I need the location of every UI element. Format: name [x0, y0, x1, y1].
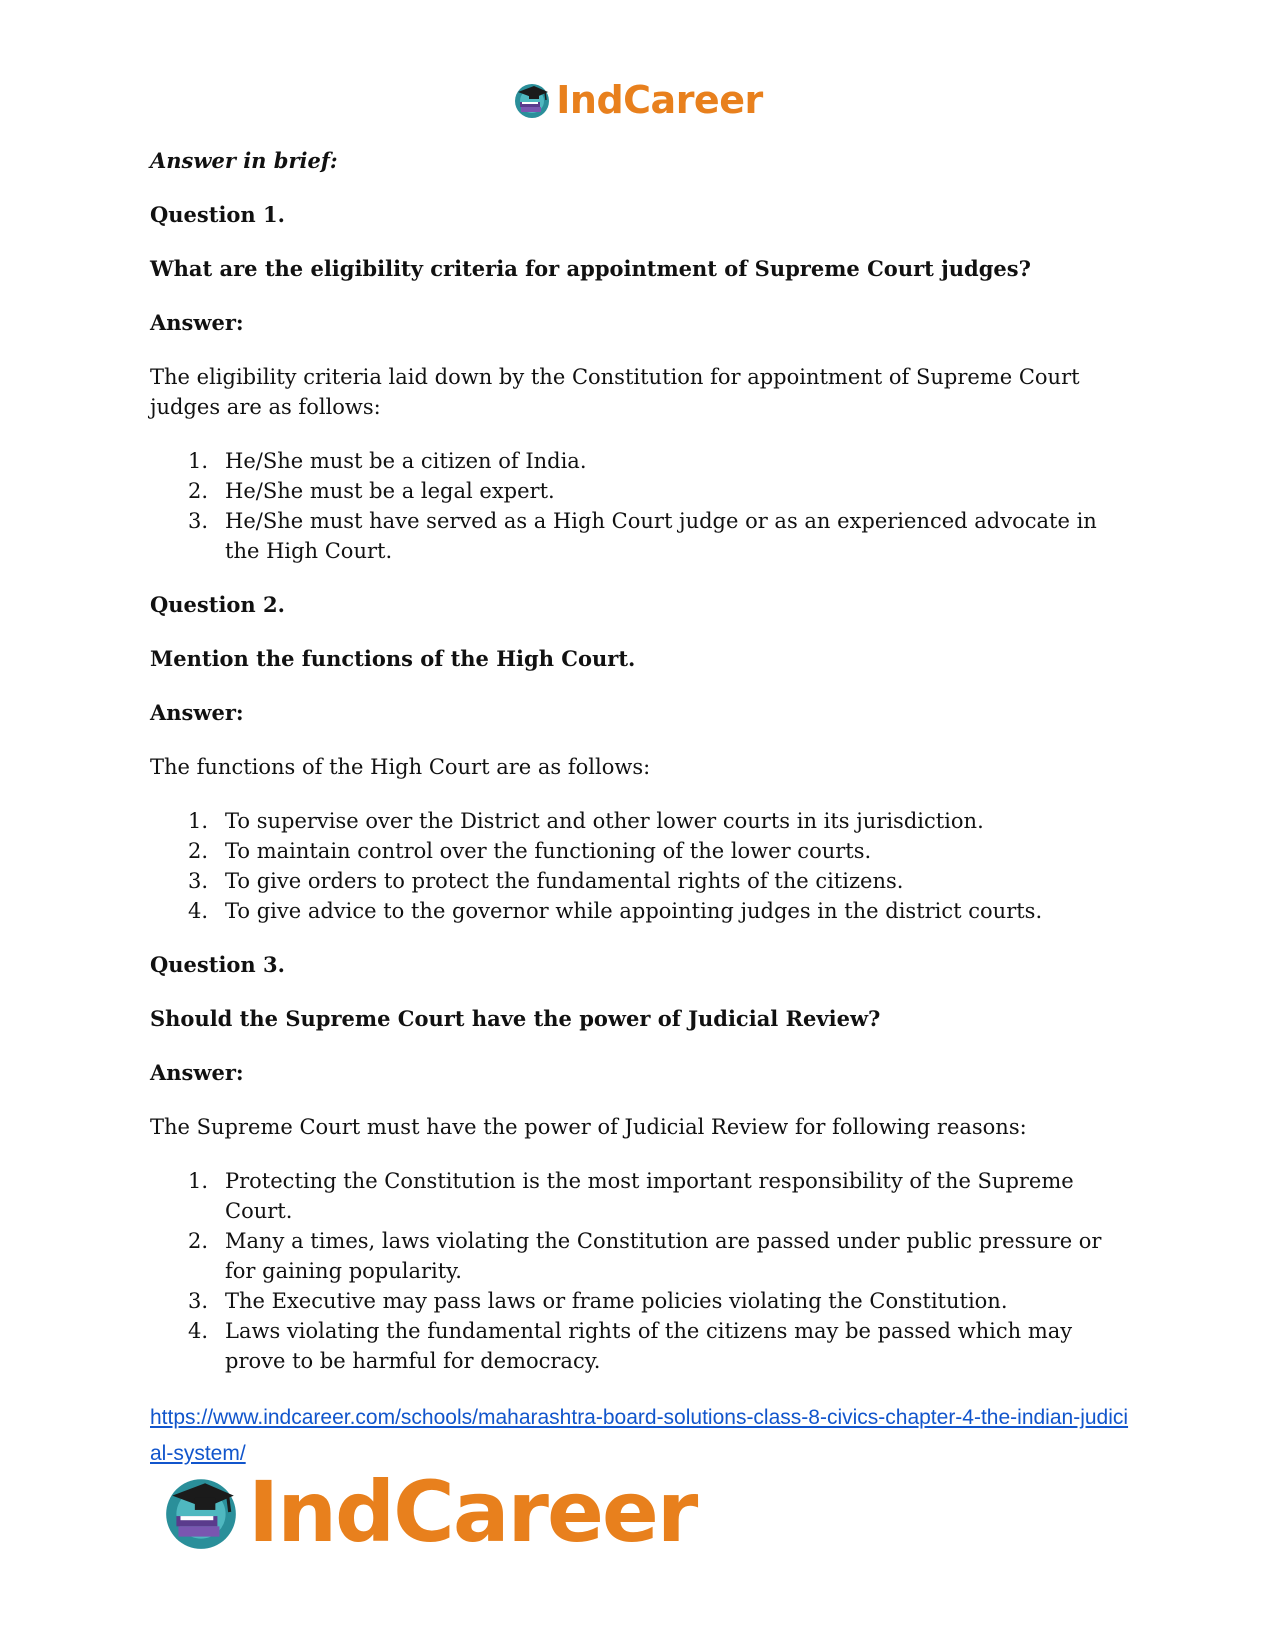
footer-logo: [160, 1463, 697, 1561]
document-body: [150, 146, 1130, 1472]
list-item: 3. He/She must have served as a High Court judge or as an experienced advocate in the High Court.: [188, 509, 1097, 563]
list-item: 2. Many a times, laws violating the Constitution are passed under public pressure or for gaining popularity.: [188, 1229, 1102, 1283]
question-label: Question 2.: [150, 592, 285, 617]
question-text: Mention the functions of the High Court.: [150, 646, 636, 671]
brand-name: IndCareer: [248, 1463, 697, 1561]
question-label: Question 3.: [150, 952, 285, 977]
answer-label: Answer:: [150, 700, 244, 725]
list-item: 3. To give orders to protect the fundamental rights of the citizens.: [188, 869, 904, 893]
list-item: 4. Laws violating the fundamental rights of the citizens may be passed which may prove to be harmful for democracy.: [188, 1319, 1073, 1373]
question-label: Question 1.: [150, 202, 285, 227]
brand-name: IndCareer: [556, 78, 763, 122]
answer-intro: The eligibility criteria laid down by the Constitution for appointment of Supreme Court judges are as follows:: [150, 365, 1080, 419]
list-item: 2. To maintain control over the functioning of the lower courts.: [188, 839, 872, 863]
header-logo: [0, 80, 1275, 120]
list-item: 1. Protecting the Constitution is the most important responsibility of the Supreme Court.: [188, 1169, 1074, 1223]
answer-list: [150, 806, 1130, 926]
source-link[interactable]: https://www.indcareer.com/schools/maharashtra-board-solutions-class-8-civics-chapter-4-the-indian-judicial-system/: [150, 1406, 1129, 1465]
section-heading: Answer in brief:: [150, 148, 338, 173]
graduation-cap-globe-icon: [512, 80, 552, 120]
answer-list: [150, 1166, 1130, 1376]
answer-label: Answer:: [150, 1060, 244, 1085]
list-item: 3. The Executive may pass laws or frame policies violating the Constitution.: [188, 1289, 1008, 1313]
list-item: 1. To supervise over the District and other lower courts in its jurisdiction.: [188, 809, 984, 833]
answer-intro: The functions of the High Court are as follows:: [150, 755, 651, 779]
question-text: What are the eligibility criteria for appointment of Supreme Court judges?: [150, 256, 1031, 281]
answer-intro: The Supreme Court must have the power of Judicial Review for following reasons:: [150, 1115, 1027, 1139]
answer-label: Answer:: [150, 310, 244, 335]
list-item: 2. He/She must be a legal expert.: [188, 479, 555, 503]
question-text: Should the Supreme Court have the power of Judicial Review?: [150, 1006, 881, 1031]
answer-list: [150, 446, 1130, 566]
list-item: 1. He/She must be a citizen of India.: [188, 449, 587, 473]
graduation-cap-globe-icon: [160, 1471, 242, 1553]
list-item: 4. To give advice to the governor while appointing judges in the district courts.: [188, 899, 1043, 923]
